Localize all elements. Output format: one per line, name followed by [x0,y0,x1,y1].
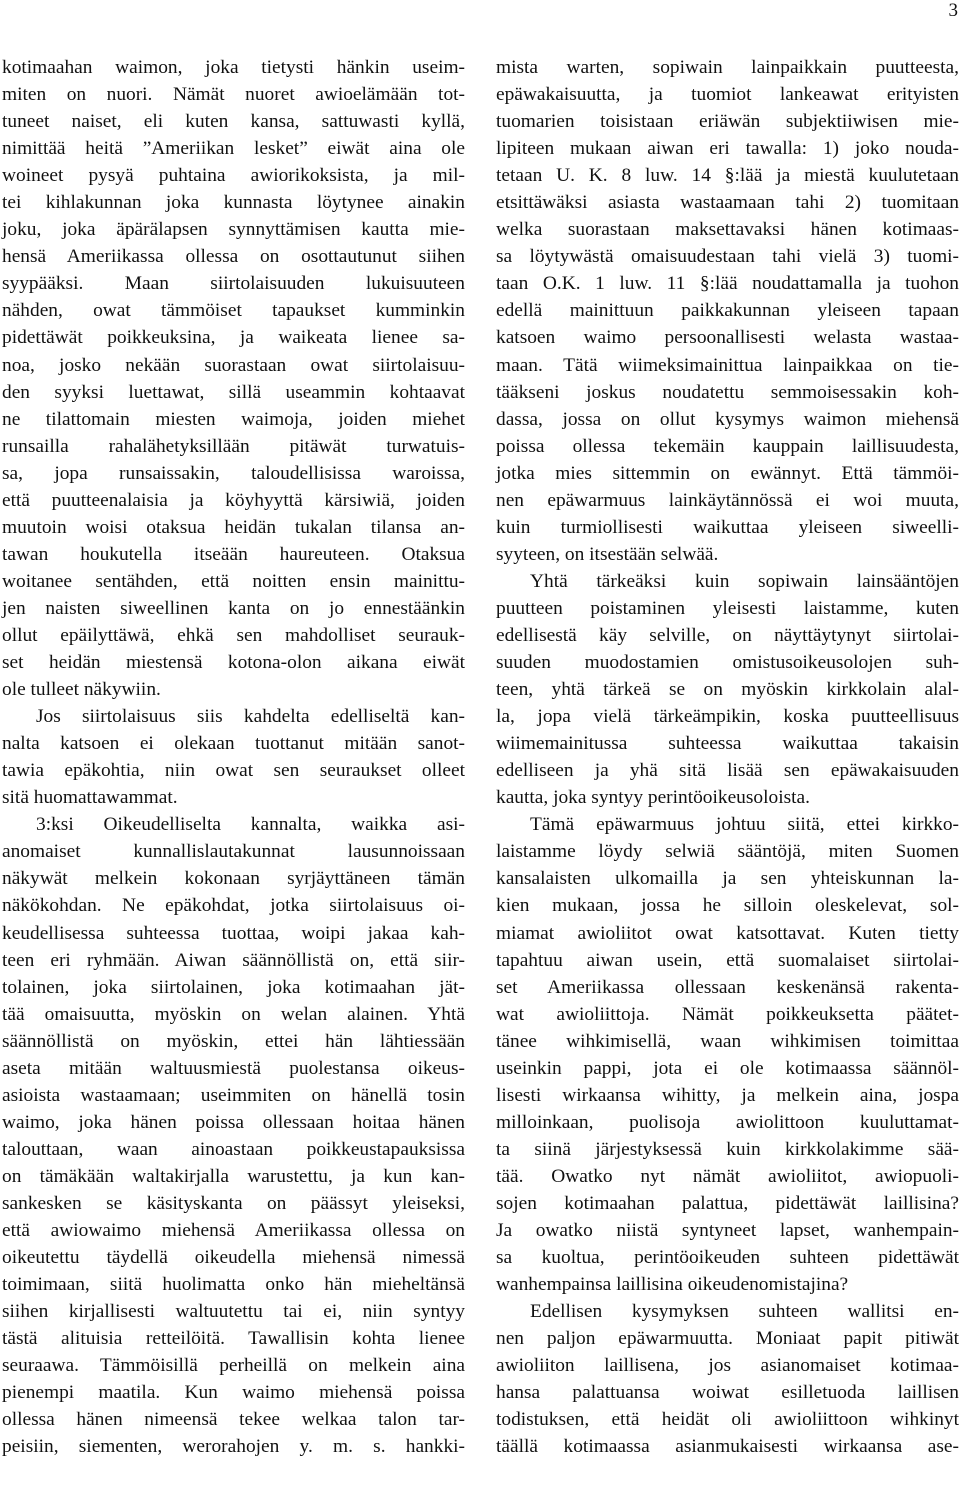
text-line: jotka mies sittemmin on ewännyt. Että tämmöi- [496,462,959,484]
text-line: anomaiset kunnallislautakunnat lausunnoissaan [2,841,465,863]
text-line: Yhtä tärkeäksi kuin sopiwain lainsääntöjen [530,570,959,592]
text-line: että awiowaimo miehensä Ameriikassa ollessa on [2,1220,465,1242]
text-line: että puutteenalaisia ja köyhyyttä kärsiwiä, joiden [2,489,465,511]
text-line: awioliiton laillisena, jos asianomaiset kotimaa- [496,1355,959,1377]
text-line: täällä kotimaassa asianmukaisesti wirkaansa ase- [496,1436,959,1458]
text-line: kien mukaan, jossa he silloin oleskelevat, sol- [496,895,959,917]
text-line: wiimemainitussa suhteessa waikuttaa takaisin [496,733,959,755]
text-line: woineet pysyä puhtaina awiorikoksista, ja mil- [2,165,465,187]
text-line: sa kuoltua, perintöoikeuden suhteen pidettäwät [496,1247,959,1269]
text-line: teen eri ryhmään. Aiwan säännöllistä on, että siir- [2,949,465,971]
text-line: kuin turmiollisesti waikuttaa yleiseen siweelli- [496,516,959,538]
text-line: tää omaisuutta, myöskin on welan alainen. Yhtä [2,1003,465,1025]
text-line: milloinkaan, puolisoja awiolittoon kuuluttamat- [496,1111,959,1133]
text-line: peisiin, siementen, werorahojen y. m. s. hankki- [2,1436,465,1458]
text-line: wanhempainsa laillisina oikeudenomistajina? [496,1274,849,1296]
text-line: wat awioliittoja. Nämät poikkeuksetta päätet- [496,1003,959,1025]
text-line: ollessa hänen nimeensä tekee welkaa talon tar- [2,1409,465,1431]
text-line: edellä mainittuun paikkakunnan yleiseen tapaan [496,300,959,322]
text-line: poissa ollessa tekemäin kauppain laillisuudesta, [496,435,959,457]
text-line: la, jopa vielä tärkeämpikin, koska puutteellisuus [496,706,959,728]
text-line: tääkseni joskus noudatettu semmoisessakin koh- [496,381,959,403]
text-line: siihen kirjallisesti waltuutettu tai ei, niin syntyy [2,1301,465,1323]
text-line: hansa palattuansa woiwat esilletuoda laillisen [496,1382,959,1404]
text-line: set Ameriikassa ollessaan keskenänsä rakenta- [496,976,959,998]
text-line: taan O.K. 1 luw. 11 §:lää noudattamalla ja tuohon [496,273,959,295]
text-line: useinkin pappi, jota ei ole kotimaassa säännöl- [496,1057,959,1079]
text-line: pienempi maatila. Kun waimo miehensä poissa [2,1382,465,1404]
text-line: tästä alituisia retteilöitä. Tawallisin kohta lienee [2,1328,465,1350]
text-line: tää. Owatko nyt nämät awioliitot, awiopuoli- [496,1165,959,1187]
text-line: keudellisessa suhteessa tuottaa, woipi jakaa kah- [2,922,465,944]
text-line: suuden muodostamien omistusoikeusolojen suh- [496,652,959,674]
text-line: laistamme löydy selwiä sääntöjä, miten Suomen [496,841,959,863]
text-line: syyteen, on itsestään selwää. [496,543,719,565]
text-line: miten on nuori. Nämät nuoret awioelämään tot- [2,84,465,106]
text-line: sojen kotimaahan palattua, pidettäwät laillisina? [496,1192,959,1214]
text-line: sankesken se käsityskanta on päässyt yleiseksi, [2,1192,465,1214]
text-line: talouttaan, waan ainoastaan poikkeustapauksissa [2,1138,465,1160]
text-line: tei kihlakunnan joka kunnasta löytynee ainakin [2,192,465,214]
text-line: kotimaahan waimon, joka tietysti hänkin useim- [2,57,465,78]
text-line: säännöllistä on myöskin, ettei hän lähtiessään [2,1030,465,1052]
text-line: mista warten, sopiwain lainpaikkain puutteesta, [496,57,959,78]
text-line: Edellisen kysymyksen suhteen wallitsi en- [530,1301,959,1323]
text-line: nen paljon epäwarmuutta. Moniaat papit pitiwät [496,1328,959,1350]
text-line: oikeutettu täydellä oikeudella miehensä nimessä [2,1247,465,1269]
text-line: muutoin woisi otaksua heidän tukalan tilansa an- [2,516,465,538]
text-line: woitanee sentähden, että noitten ensin mainittu- [2,570,465,592]
text-line: ole tulleet näkywiin. [2,679,161,701]
text-line: jen naisten siweellinen kanta on jo ennestäänkin [2,597,465,619]
text-line: näkywät melkein kokonaan syrjäyttäneen tämän [2,868,465,890]
text-line: nalta katsoen ei olekaan tuottanut mitään sanot- [2,733,465,755]
text-line: sa, jopa runsaissakin, taloudellisissa waroissa, [2,462,465,484]
text-line: sitä huomattawammat. [2,787,178,809]
text-line: pidettäwät poikkeuksina, ja waikeata lienee sa- [2,327,465,349]
text-line: tawan houkutella itseään haureuteen. Otaksua [2,543,465,565]
text-line: katsoen waimo persoonallisesti welasta wastaa- [496,327,959,349]
page-number: 3 [948,0,958,21]
text-line: noa, josko nekään suorastaan owat siirtolaisuu- [2,354,465,376]
text-line: edelliseen ja yhä sitä lisää sen epäwakaisuuden [496,760,959,782]
text-line: nähden, owat tämmöiset tapaukset kumminkin [2,300,465,322]
text-line: teen, yhtä tärkeä se on myöskin kirkkolain alal- [496,679,959,701]
text-line: ne tilattomain miesten waimoja, joiden miehet [2,408,465,430]
text-line: edellisestä käy selville, on näyttäytynyt siirtolai- [496,624,959,646]
text-line: etsittäwäksi asiasta wastaamaan tahi 2) tuomitaan [496,192,959,214]
text-line: Jos siirtolaisuus siis kahdelta edelliseltä kan- [36,706,465,728]
text-line: miamat awioliitot owat katsottavat. Kuten tietty [496,922,959,944]
text-line: toimimaan, siitä huolimatta onko hän mieheltänsä [2,1274,465,1296]
text-line: aseta mitään waltuusmiestä puolestansa oikeus- [2,1057,465,1079]
text-line: todistuksen, että heidät oli awioliittoon wihkinyt [496,1409,959,1431]
text-line: ollut epäilyttäwä, ehkä sen mahdolliset seurauk- [2,624,465,646]
text-line: seuraawa. Tämmöisillä perheillä on melkein aina [2,1355,465,1377]
text-line: näkökohdan. Ne epäkohdat, jotka siirtolaisuus oi- [2,895,465,917]
text-line: waimo, joka hänen poissa ollessaan hoitaa hänen [2,1111,465,1133]
text-line: on tämäkään waltakirjalla warustettu, ja kun kan- [2,1165,465,1187]
text-line: tolainen, joka siirtolainen, joka kotimaahan jät- [2,976,465,998]
left-text-column [2,54,465,1460]
text-line: maan. Tätä wiimeksimainittua lainpaikkaa on tie- [496,354,959,376]
text-line: nen epäwarmuus lainkäytännössä ei woi muuta, [496,489,959,511]
text-line: puutteen poistaminen yleisesti laistamme, kuten [496,597,959,619]
text-line: runsailla rahalähetyksillään pitäwät turwatuis- [2,435,465,457]
text-line: sa löytywästä omaisuudestaan tahi vielä 3) tuomi- [496,246,959,268]
text-line: tuneet naiset, eli kuten kansa, sattuwasti kyllä, [2,111,465,133]
text-line: kautta, joka syntyy perintöoikeusoloista. [496,787,810,809]
text-line: tapahtuu aiwan usein, että suomalaiset siirtolai- [496,949,959,971]
text-line: Ja owatko niistä syntyneet lapset, wanhempain- [496,1220,959,1242]
text-line: welka suorastaan maksettavaksi hänen kotimaas- [496,219,959,241]
text-line: tänee wihkimisellä, waan wihkimisen toimittaa [496,1030,959,1052]
text-line: Tämä epäwarmuus johtuu siitä, ettei kirkko- [530,814,959,836]
text-line: syypääksi. Maan siirtolaisuuden lukuisuuteen [2,273,465,295]
text-line: hensä Ameriikassa ollessa on osottautunut siihen [2,246,465,268]
text-line: den syyksi luettawat, sillä useammin kohtaavat [2,381,465,403]
text-line: 3:ksi Oikeudelliselta kannalta, waikka asi- [36,814,465,836]
text-line: epäwakaisuutta, ja tuomiot lankeawat erityisten [496,84,959,106]
text-line: dassa, jossa on ollut kysymys waimon miehensä [496,408,959,430]
text-line: set heidän miestensä kotona-olon aikana eiwät [2,652,465,674]
text-line: nimittää heitä ”Ameriikan lesket” eiwät aina ole [2,138,465,160]
text-line: joku, joka äpärälapsen synnyttämisen kautta mie- [2,219,465,241]
text-line: lisesti wirkaansa wihitty, ja melkein aina, jospa [496,1084,959,1106]
text-line: kansalaisten ulkomailla ja sen yhteiskunnan la- [496,868,959,890]
text-line: ta siinä järjestyksessä kuin kirkkolakimme sää- [496,1138,959,1160]
text-line: tawia epäkohtia, niin owat sen seuraukset olleet [2,760,465,782]
right-text-column [496,54,959,1460]
text-line: asioista wastaamaan; useimmiten on hänellä tosin [2,1084,465,1106]
text-line: tuomarien toisistaan eriäwän subjektiiwisen mie- [496,111,959,133]
text-line: lipiteen mukaan aiwan eri tawalla: 1) joko nouda- [496,138,959,160]
text-line: tetaan U. K. 8 luw. 14 §:lää ja miestä kuulutetaan [496,165,959,187]
